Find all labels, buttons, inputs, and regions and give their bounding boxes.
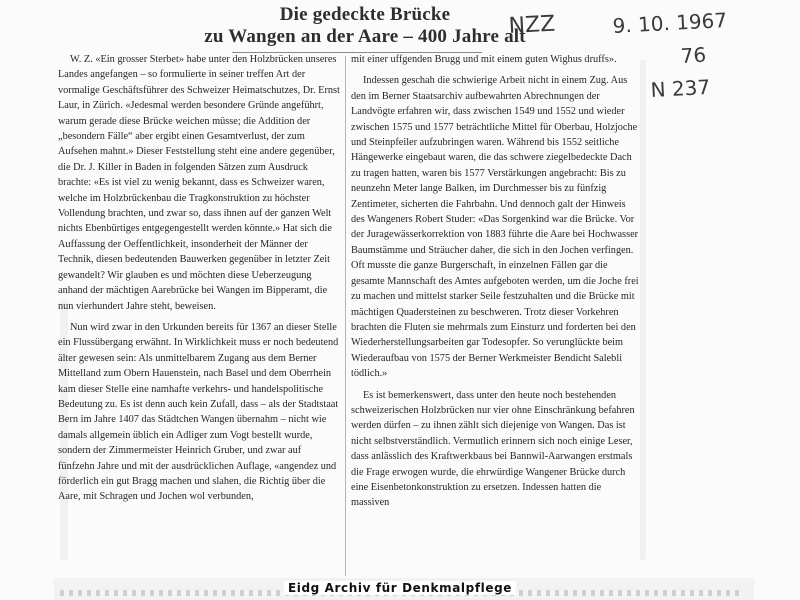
article-paragraph: W. Z. «Ein grosser Sterbet» habe unter den Holzbrücken unseres Landes angefangen – so formulierte in seiner treffen Art der vormalige Geschäftsführer des Schweizer Heimatschutzes, Dr. Ernst Laur, in Zürich. «Jedesmal werden besondere Gründe angeführt, warum gerade diese Brücke weichen müsse; die Addition der „besondern Fälle“ aber ergibt einen Gesamtverlust, der zum Aufsehen mahnt.» Dieser Feststellung steht eine andere gegenüber, die Dr. J. Killer in Baden in folgenden Sätzen zum Ausdruck brachte: «Es ist viel zu wenig bekannt, dass es Schweizer waren, welche im Holzbrückenbau die Tragkonstruktion zu höchster Vollendung brachten, und zwar so, dass ihnen auf der ganzen Welt nichts Ebenbürtiges entgegengestellt werden könnte.» Hat sich die Auffassung der Oeffentlichkeit, insonderheit der Männer der Technik, diesen bedeutenden Bauwerken gegenüber in letzter Zeit gewandelt? Wir glauben es und möchten diese Ueberzeugung anhand der mächtigen Aarebrücke bei Wangen im Bipperamt, die nun vierhundert Jahre steht, beweisen. [58, 54, 340, 312]
handwritten-date: 9. 10. 1967 [612, 8, 728, 38]
archive-caption [0, 581, 800, 595]
column-divider [345, 56, 346, 576]
headline-line-2: zu Wangen an der Aare – 400 Jahre alt [204, 26, 526, 47]
headline-line-1: Die gedeckte Brücke [279, 4, 451, 25]
article-paragraph: Es ist bemerkenswert, dass unter den heute noch bestehenden schweizerischen Holzbrücken nur vier ohne Einschränkung befahren werden dürfen – zu ihnen zählt sich diejenige von Wangen. Das ist nicht selbstverständlich. Vermutlich erinnern sich noch einige Leser, dass anlässlich des Kraftwerkbaus bei Bannwil-Aarwangen erstmals die Frage erwogen wurde, die ehrwürdige Wangener Brücke durch eine Eisenbetonkonstruktion zu ersetzen. Indessen hatten die massiven [351, 389, 635, 509]
article-paragraph: Indessen geschah die schwierige Arbeit nicht in einem Zug. Aus den im Berner Staatsarchiv aufbewahrten Abrechnungen der Landvögte erfahren wir, dass zwischen 1549 und 1552 und wieder zwischen 1575 und 1577 beträchtliche Mittel für Oberbau, Holzjoche und Steinpfeiler aufzubringen waren. Während bis 1552 seitliche Hängewerke eingebaut waren, die das schwere ziegelbedeckte Dach zu tragen hatten, waren bis 1577 Verstärkungen angebracht: Bis zu neunzehn Meter lange Balken, im Durchmesser bis zu fünfzig Zentimeter, sicherten die Fahrbahn. Und dennoch galt der Hinweis des Wangeners Robert Studer: «Das Sorgenkind war die Brücke. Vor der Juragewässerkorrektion von 1883 führte die Aare bei Hochwasser Baumstämme und Sträucher daher, die sich in den Jochen verfingen. Oft musste die ganze Burgerschaft, in einzelnen Fällen gar die gesamte Mannschaft des Amtes aufgeboten werden, um die Joche frei zu machen und mittelst starker Seile festzuhalten und die Brücke mit mächtigen Quadersteinen zu beschweren. Trotz dieser Vorkehren brachten die Fluten sie mehrmals zum Einsturz und forderten bei den Wiederherstellungsarbeiten gar Todesopfer. So verunglückte beim Wiederaufbau von 1575 der Berner Werkmeister Bendicht Salebli tödlich.» [351, 75, 639, 380]
handwritten-number: 76 [680, 42, 707, 68]
handwritten-reference: N 237 [650, 74, 711, 102]
archive-caption-text: Eidg Archiv für Denkmalpflege [284, 581, 516, 595]
article-paragraph: Nun wird zwar in den Urkunden bereits für 1367 an dieser Stelle ein Flussübergang erwähnt. In Wirklichkeit muss er noch bedeutend älter gewesen sein: Als unmittelbarem Zugang aus dem Berner Mittelland zum Obern Hauenstein, nach Basel und dem Oberrhein kam dieser Stelle eine namhafte verkehrs- und handelspolitische Bedeutung zu. Es ist denn auch kein Zufall, dass – als der Stadtstaat Bern im Jahre 1407 das Städtchen Wangen übernahm – nicht wie damals allgemein üblich ein Adliger zum Vogt bestellt wurde, sondern der Zimmermeister Heinrich Gruber, und zwar auf fünfzehn Jahre und mit der ausdrücklichen Auflage, «angendez und förderlich ein gut Bragg machen und slahen, die Richtig über die Aare, mit Schragen und Jochen wol verbunden, [58, 321, 339, 503]
article-paragraph: mit einer uffgenden Brugg und mit einem guten Wighus druffs». [351, 54, 617, 65]
handwritten-source: NZZ [508, 11, 556, 39]
article-column-left [58, 52, 340, 578]
article-column-right [351, 52, 641, 576]
